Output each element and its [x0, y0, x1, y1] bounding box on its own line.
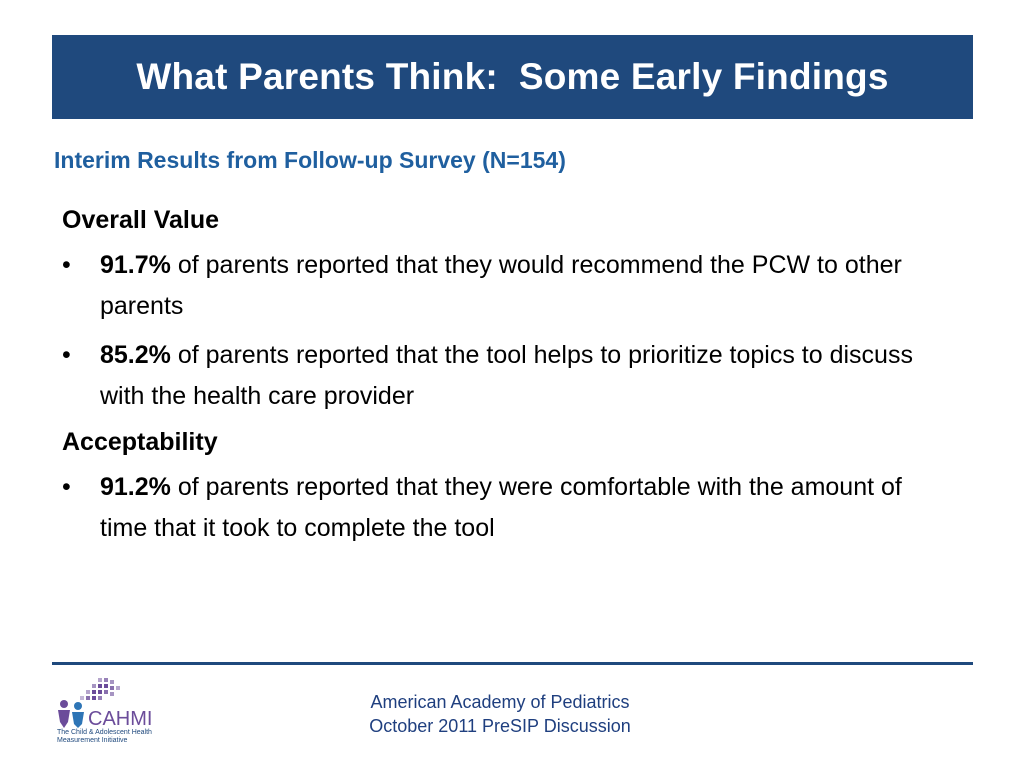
section-heading-acceptability: Acceptability	[62, 428, 218, 456]
footer-text	[300, 690, 700, 738]
bullet-item	[62, 245, 942, 327]
footer-line-organization: American Academy of Pediatrics	[370, 692, 630, 712]
footer-line-event: October 2011 PreSIP Discussion	[369, 716, 631, 736]
slide-title: What Parents Think: Some Early Findings	[136, 56, 889, 97]
section-heading-overall-value: Overall Value	[62, 206, 220, 234]
bullet-text: of parents reported that the tool helps to prioritize topics to discuss with the health care provider	[100, 341, 913, 410]
footer-divider	[52, 662, 973, 665]
bullet-item	[62, 467, 942, 549]
slide-body	[62, 203, 942, 557]
bullet-item	[62, 335, 942, 417]
logo-figures	[58, 700, 84, 728]
logo-dot-mosaic	[80, 678, 120, 700]
bullet-text: of parents reported that they were comfortable with the amount of time that it took to complete the tool	[100, 473, 902, 542]
logo-wordmark: CAHMI	[88, 708, 153, 730]
logo-caption	[57, 729, 187, 745]
bullet-value: 85.2%	[100, 341, 171, 369]
bullet-glyph: •	[62, 473, 71, 501]
slide-subtitle: Interim Results from Follow-up Survey (N=154)	[54, 147, 566, 173]
title-bar	[52, 35, 973, 119]
bullet-value: 91.7%	[100, 251, 171, 279]
bullet-glyph: •	[62, 341, 71, 369]
bullet-value: 91.2%	[100, 473, 171, 501]
logo-caption-line: The Child & Adolescent Health	[57, 729, 152, 736]
bullet-text: of parents reported that they would recommend the PCW to other parents	[100, 251, 902, 320]
bullet-glyph: •	[62, 251, 71, 279]
logo-caption-line: Measurement Initiative	[57, 737, 128, 744]
